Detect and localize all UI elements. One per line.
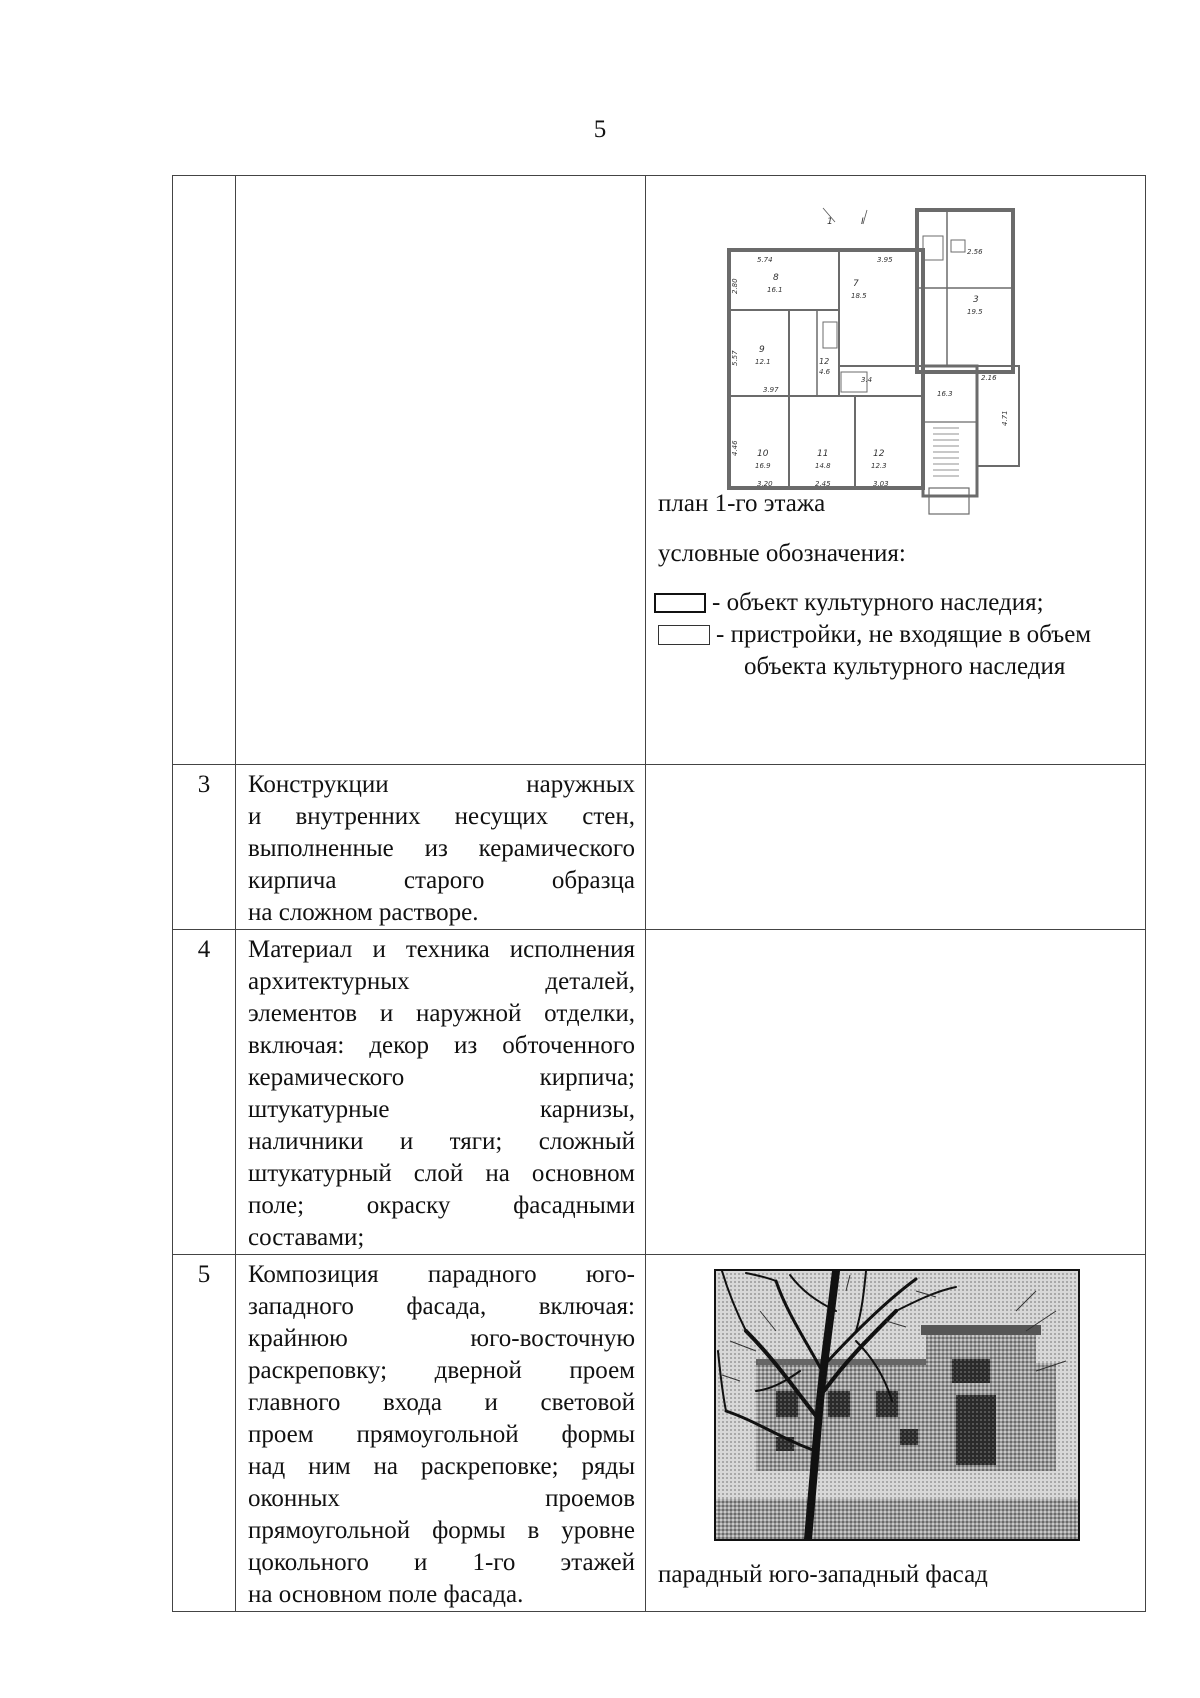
svg-text:4.71: 4.71 <box>1001 410 1009 426</box>
row-description <box>236 1255 646 1612</box>
svg-text:4.46: 4.46 <box>731 440 739 456</box>
svg-text:3.03: 3.03 <box>873 480 889 488</box>
svg-text:2.16: 2.16 <box>981 374 997 382</box>
svg-text:14.8: 14.8 <box>815 462 831 470</box>
row-number: 5 <box>173 1255 236 1612</box>
row-description <box>236 930 646 1255</box>
svg-text:12.1: 12.1 <box>755 358 771 366</box>
svg-text:12: 12 <box>819 357 830 366</box>
desc-line: цокольного и 1-го этажей <box>248 1549 635 1576</box>
row-description <box>236 176 646 765</box>
row-image-cell <box>646 765 1146 930</box>
table-row <box>173 930 1146 1255</box>
desc-line: выполненные из керамического <box>248 835 635 862</box>
desc-line: элементов и наружной отделки, <box>248 1000 635 1027</box>
plan-caption: план 1-го этажа <box>658 490 826 517</box>
desc-line: на сложном растворе. <box>248 899 479 926</box>
svg-text:I: I <box>861 217 864 227</box>
floor-plan-drawing <box>727 206 1029 518</box>
svg-text:2.56: 2.56 <box>967 248 983 256</box>
table-row <box>173 1255 1146 1612</box>
desc-line: Материал и техника исполнения <box>248 936 635 963</box>
desc-line: Конструкции наружных <box>248 771 635 798</box>
svg-text:16.9: 16.9 <box>755 462 771 470</box>
desc-line: штукатурный слой на основном <box>248 1160 635 1187</box>
desc-line: составами; <box>248 1224 365 1251</box>
row-image-cell <box>646 930 1146 1255</box>
svg-text:3: 3 <box>973 295 979 305</box>
desc-line: поле; окраску фасадными <box>248 1192 635 1219</box>
row-image-cell <box>646 176 1146 765</box>
row-number: 4 <box>173 930 236 1255</box>
legend-label: - объект культурного наследия; <box>712 589 1044 616</box>
svg-text:7: 7 <box>853 279 859 289</box>
svg-text:16.1: 16.1 <box>767 286 783 294</box>
desc-line: керамического кирпича; <box>248 1064 635 1091</box>
svg-text:2.45: 2.45 <box>815 480 831 488</box>
svg-text:3.20: 3.20 <box>757 480 773 488</box>
svg-text:16.3: 16.3 <box>937 390 953 398</box>
desc-line: над ним на раскреповке; ряды <box>248 1453 635 1480</box>
legend-item-extension <box>658 619 1091 651</box>
row-number <box>173 176 236 765</box>
svg-text:1: 1 <box>827 217 833 227</box>
legend-title: условные обозначения: <box>658 540 906 567</box>
svg-text:10: 10 <box>757 449 769 459</box>
row-description <box>236 765 646 930</box>
desc-line: наличники и тяги; сложный <box>248 1128 635 1155</box>
heritage-elements-table <box>172 175 1146 1612</box>
photo-caption: парадный юго-западный фасад <box>658 1561 988 1588</box>
desc-line: включая: декор из обточенного <box>248 1032 635 1059</box>
svg-text:18.5: 18.5 <box>851 292 867 300</box>
svg-text:9: 9 <box>759 345 765 355</box>
svg-text:12: 12 <box>873 449 885 459</box>
svg-text:3.4: 3.4 <box>861 376 873 384</box>
svg-text:5.57: 5.57 <box>731 350 739 366</box>
svg-text:5.74: 5.74 <box>757 256 773 264</box>
legend-box-heritage <box>654 593 706 613</box>
desc-line: на основном поле фасада. <box>248 1581 524 1608</box>
svg-text:4.6: 4.6 <box>819 368 831 376</box>
desc-line: крайнюю юго-восточную <box>248 1325 635 1352</box>
svg-text:3.95: 3.95 <box>877 256 893 264</box>
svg-text:2.80: 2.80 <box>731 278 739 294</box>
desc-line: главного входа и световой <box>248 1389 635 1416</box>
desc-line: проем прямоугольной формы <box>248 1421 635 1448</box>
desc-line: прямоугольной формы в уровне <box>248 1517 635 1544</box>
desc-line: оконных проемов <box>248 1485 635 1512</box>
desc-line: архитектурных деталей, <box>248 968 635 995</box>
legend-label: - пристройки, не входящие в объем <box>716 621 1092 648</box>
table-row <box>173 176 1146 765</box>
row-number: 3 <box>173 765 236 930</box>
svg-text:3.97: 3.97 <box>763 386 779 394</box>
legend-item-heritage <box>654 587 1044 619</box>
desc-line: раскреповку; дверной проем <box>248 1357 635 1384</box>
page-number: 5 <box>593 116 607 143</box>
legend-label-continuation: объекта культурного наследия <box>744 653 1066 680</box>
desc-line: Композиция парадного юго- <box>248 1261 635 1288</box>
legend-box-extension <box>658 625 710 645</box>
svg-text:8: 8 <box>773 273 779 283</box>
desc-line: кирпича старого образца <box>248 867 635 894</box>
svg-text:12.3: 12.3 <box>871 462 887 470</box>
desc-line: штукатурные карнизы, <box>248 1096 635 1123</box>
svg-text:19.5: 19.5 <box>967 308 983 316</box>
desc-line: и внутренних несущих стен, <box>248 803 635 830</box>
svg-text:11: 11 <box>817 449 829 459</box>
row-image-cell <box>646 1255 1146 1612</box>
facade-photo <box>714 1269 1080 1541</box>
desc-line: западного фасада, включая: <box>248 1293 635 1320</box>
table-row <box>173 765 1146 930</box>
